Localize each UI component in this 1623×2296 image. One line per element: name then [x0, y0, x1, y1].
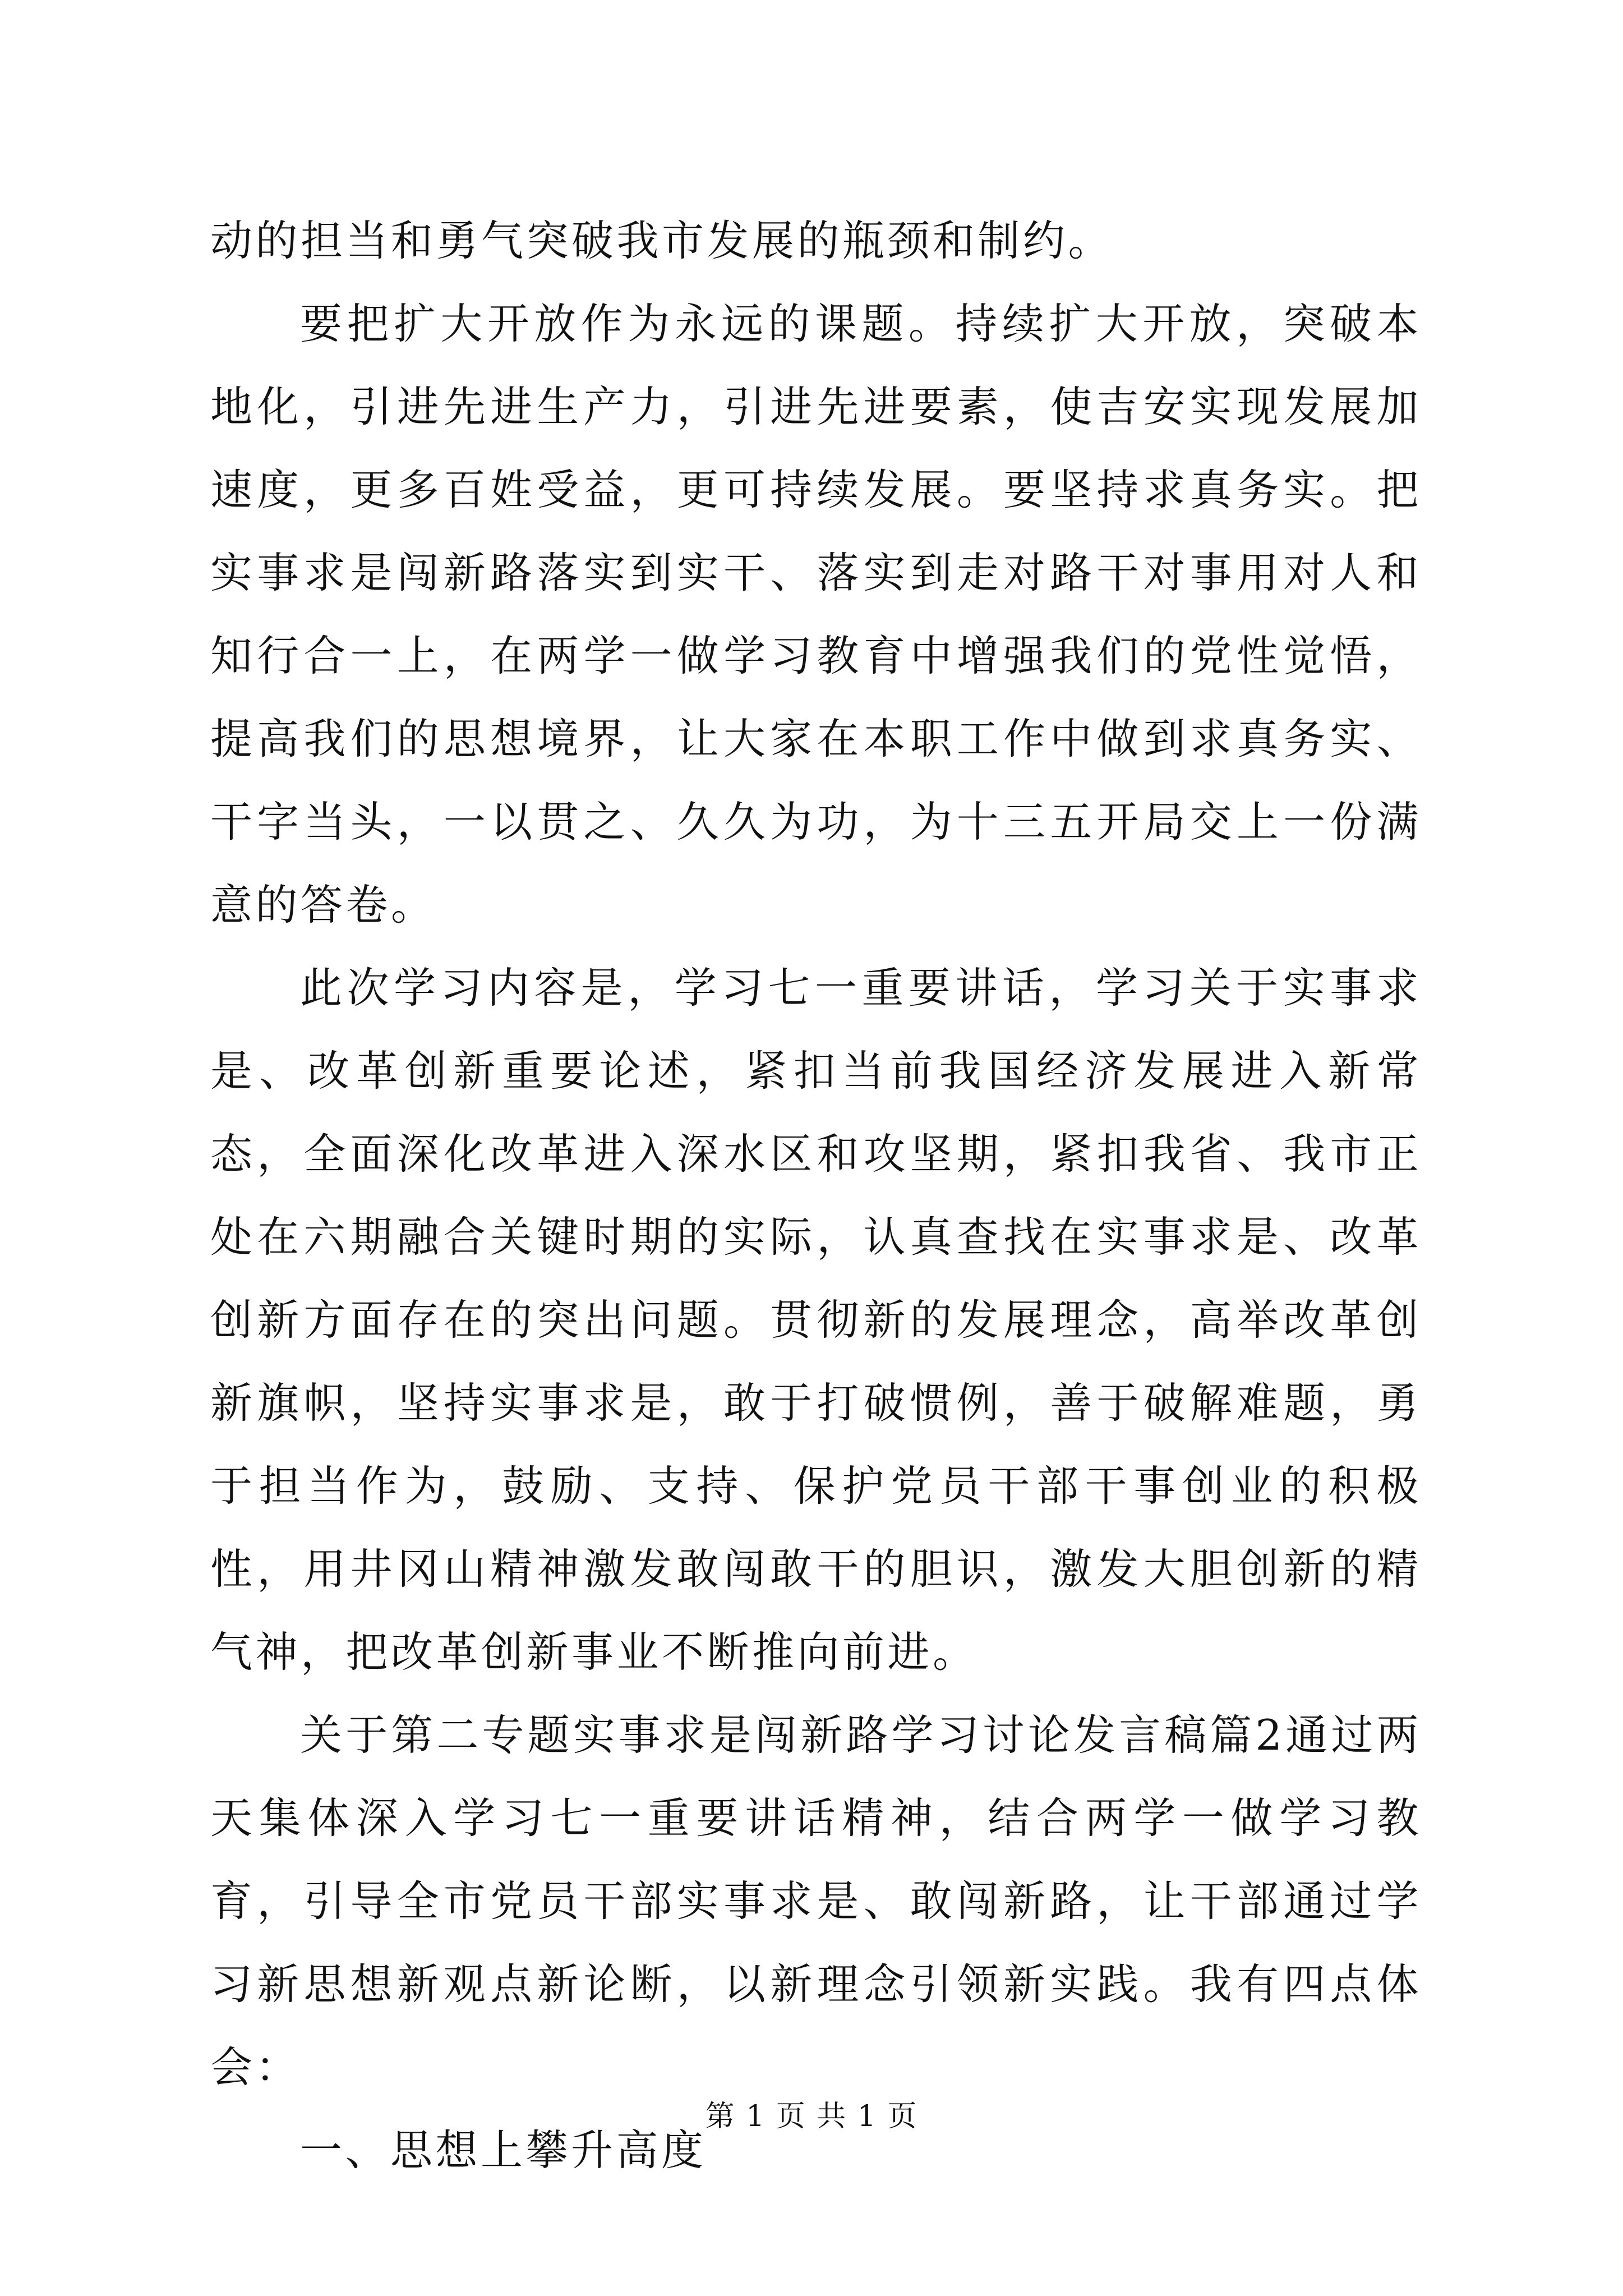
page-footer: 第 1 页 共 1 页 [705, 2100, 918, 2133]
paragraph-4: 关于第二专题实事求是闯新路学习讨论发言稿篇2通过两天集体深入学习七一重要讲话精神，结合两学一做学习教育，引导全市党员干部实事求是、敢闯新路，让干部通过学习新思想新观点新论断，以新理念引领新实践。我有四点体会： [210, 1710, 1422, 2092]
paragraph-2: 要把扩大开放作为永远的课题。持续扩大开放，突破本地化，引进先进生产力，引进先进要素，使吉安实现发展加速度，更多百姓受益，更可持续发展。要坚持求真务实。把实事求是闯新路落实到实干、落实到走对路干对事用对人和知行合一上，在两学一做学习教育中增强我们的党性觉悟，提高我们的思想境界，让大家在本职工作中做到求真务实、干字当头，一以贯之、久久为功，为十三五开局交上一份满意的答卷。 [210, 299, 1422, 930]
document-body [210, 199, 1422, 2192]
paragraph-1: 动的担当和勇气突破我市发展的瓶颈和制约。 [210, 216, 1114, 265]
section-heading: 一、思想上攀升高度 [300, 2125, 707, 2175]
paragraph-3: 此次学习内容是，学习七一重要讲话，学习关于实事求是、改革创新重要论述，紧扣当前我国经济发展进入新常态，全面深化改革进入深水区和攻坚期，紧扣我省、我市正处在六期融合关键时期的实际，认真查找在实事求是、改革创新方面存在的突出问题。贯彻新的发展理念，高举改革创新旗帜，坚持实事求是，敢于打破惯例，善于破解难题，勇于担当作为，鼓励、支持、保护党员干部干事创业的积极性，用井冈山精神激发敢闯敢干的胆识，激发大胆创新的精气神，把改革创新事业不断推向前进。 [210, 963, 1422, 1677]
